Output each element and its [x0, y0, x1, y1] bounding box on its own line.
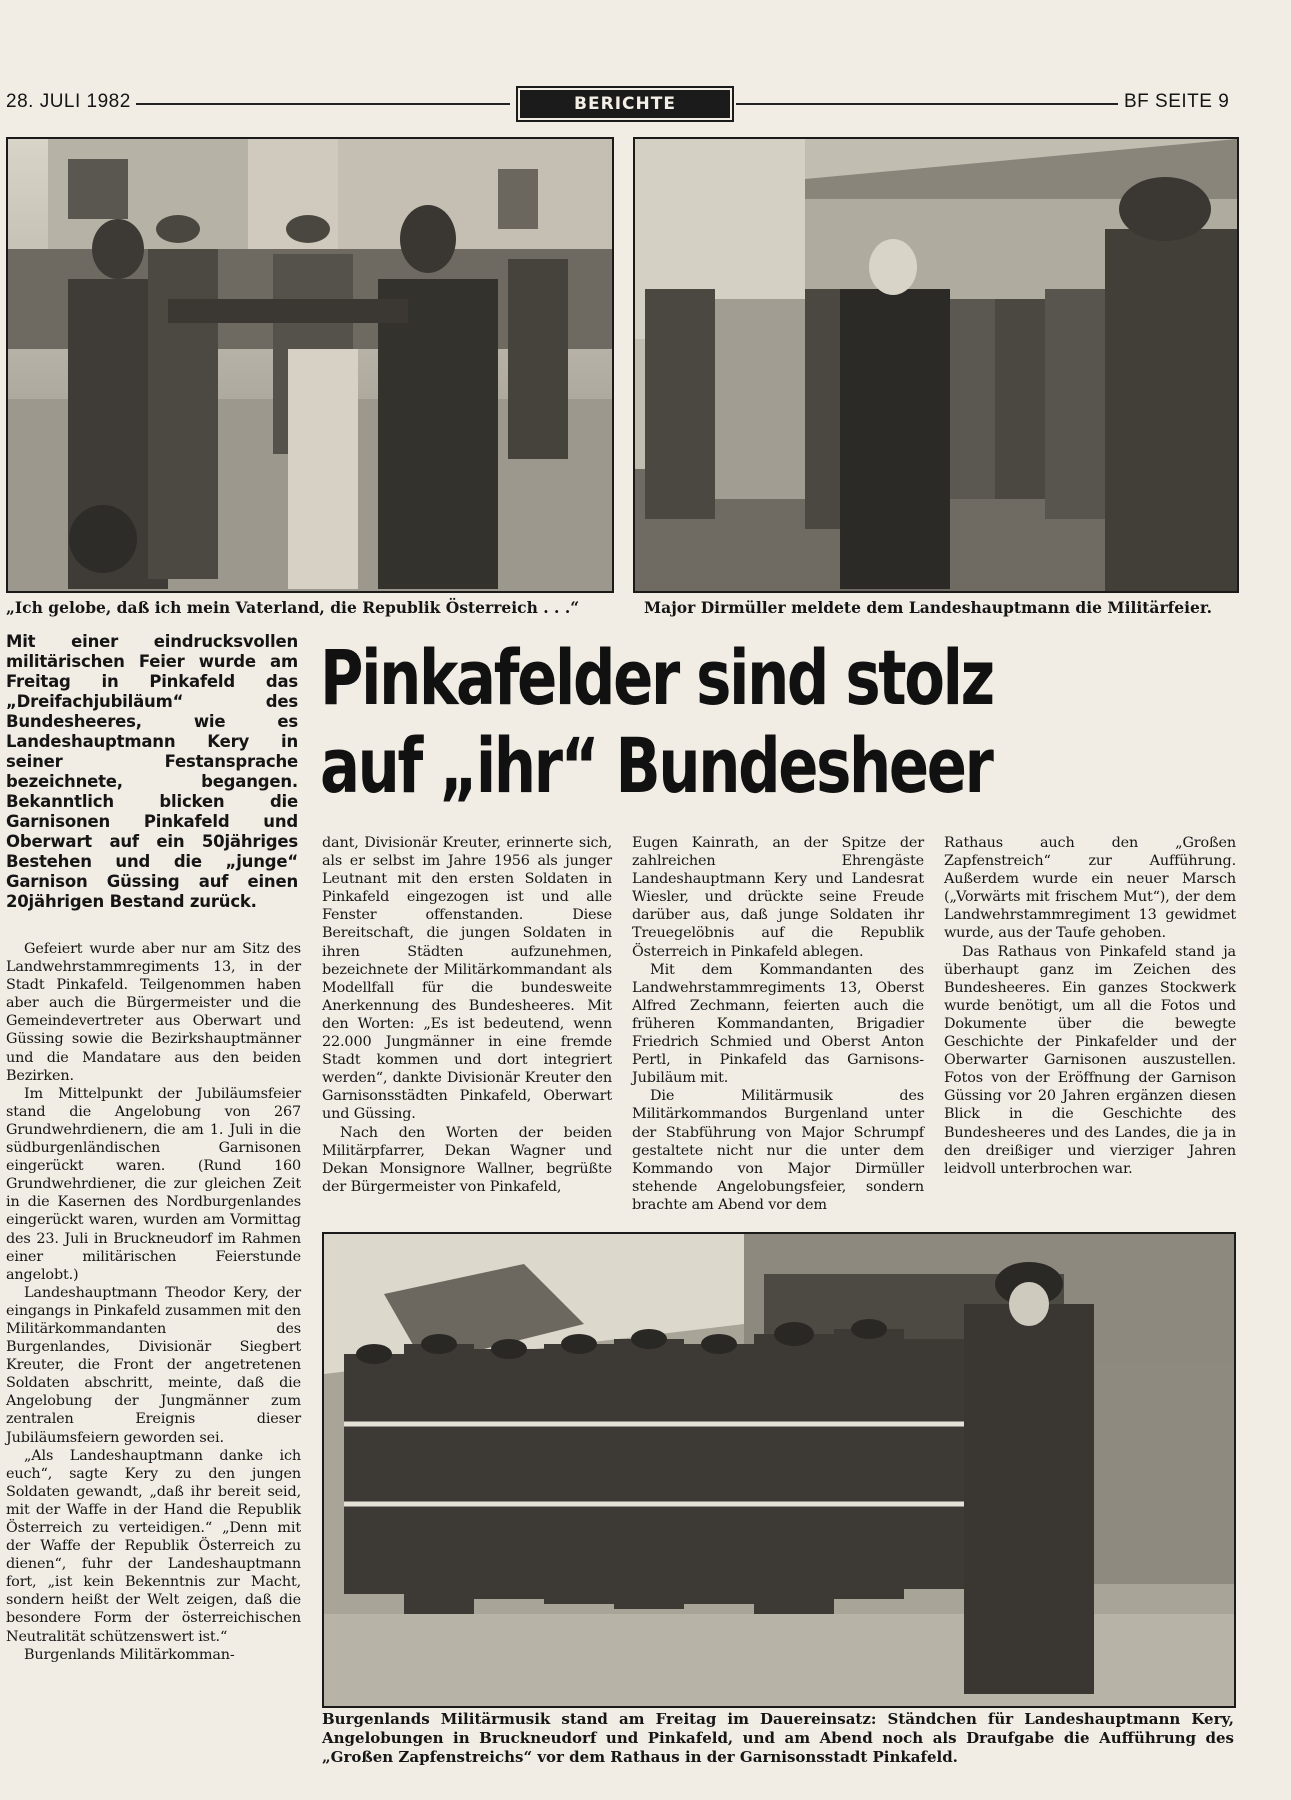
paragraph: Mit dem Kommandanten des Landwehrstammregiments 13, Oberst Alfred Zechmann, feierten auch die früheren Kommandanten, Brigadier Friedrich Schmied und Oberst Anton Pertl, in Pinkafeld das Garnisons-Jubiläum mit. [632, 961, 924, 1087]
paragraph: Eugen Kainrath, an der Spitze der zahlreichen Ehrengäste Landeshauptmann Kery und Landesrat Wiesler, und drückte seine Freude darüber aus, daß junge Soldaten ihr Treuegelöbnis auf die Republik Österreich in Pinkafeld ablegen. [632, 835, 924, 960]
article-column-3 [632, 834, 924, 1214]
page-number: BF SEITE 9 [1124, 91, 1230, 112]
paragraph: Das Rathaus von Pinkafeld stand ja überhaupt ganz im Zeichen des Bundesheeres. Ein ganzes Stockwerk wurde benötigt, um all die Fotos und Dokumente über die bewegte Geschichte der Pinkafelder und der Oberwarter Garnisonen auszustellen. Fotos von der Eröffnung der Garnison Güssing vor 20 Jahren ergänzen diesen Blick in die Geschichte des Bundesheeres und des Landes, die ja in den dreißiger und vierziger Jahren leidvoll unterbrochen war. [944, 943, 1236, 1177]
paragraph: Im Mittelpunkt der Jubiläumsfeier stand die Angelobung von 267 Grundwehrdienern, die am 1. Juli in die südburgenländischen Garnisonen eingerückt waren. (Rund 160 Grundwehrdiener, die zur gleichen Zeit in die Kasernen des Nordburgenlandes eingerückt waren, wurden am Vormittag des 23. Juli in Bruckneudorf im Rahmen einer militärischen Feierstunde angelobt.) [6, 1085, 301, 1283]
photo-report-to-governor [633, 137, 1239, 593]
article-column-1 [6, 940, 301, 1664]
paragraph: dant, Divisionär Kreuter, erinnerte sich, als er selbst im Jahre 1956 als junger Leutnant mit den ersten Soldaten in Pinkafeld eingezogen ist und alle Fenster offenstanden. Diese Bereitschaft, die jungen Soldaten in ihren Städten aufzunehmen, bezeichnete der Militärkommandant als Modellfall für die bundesweite Anerkennung des Bundesheeres. Mit den Worten: „Es ist bedeutend, wenn 22.000 Jungmänner in eine fremde Stadt kommen und dort integriert werden“, dankte Divisionär Kreuter den Garnisonsstädten Pinkafeld, Oberwart und Güssing. [322, 835, 612, 1123]
photo-oath-image [8, 139, 612, 591]
photo-military-band [322, 1232, 1236, 1708]
paragraph: Rathaus auch den „Großen Zapfenstreich“ zur Aufführung. Außerdem wurde ein neuer Marsch („Vorwärts mit frischem Mut“), der dem Landwehrstammregiment 13 gewidmet wurde, aus der Taufe gehoben. [944, 835, 1236, 942]
paragraph: Gefeiert wurde aber nur am Sitz des Landwehrstammregiments 13, in der Stadt Pinkafeld. Teilgenommen haben aber auch die Bürgermeister und die Gemeindevertreter aus Oberwart und Güssing sowie die Bezirkshauptmänner und die Mandatare aus den beiden Bezirken. [6, 941, 301, 1084]
headline-line-1: Pinkafelder sind stolz [320, 633, 993, 722]
caption-top-right: Major Dirmüller meldete dem Landeshauptmann die Militärfeier. [644, 598, 1213, 617]
photo-oath-ceremony [6, 137, 614, 593]
paragraph: Nach den Worten der beiden Militärpfarrer, Dekan Wagner und Dekan Monsignore Wallner, begrüßte der Bürgermeister von Pinkafeld, [322, 1124, 612, 1195]
caption-bottom: Burgenlands Militärmusik stand am Freitag im Dauereinsatz: Ständchen für Landeshauptmann Kery, Angelobungen in Bruckneudorf und Pinkafeld, und am Abend noch als Draufgabe die Aufführung des „Großen Zapfenstreichs“ vor dem Rathaus in der Garnisonsstadt Pinkafeld. [322, 1710, 1234, 1766]
caption-top-left: „Ich gelobe, daß ich mein Vaterland, die Republik Österreich . . .“ [6, 598, 580, 617]
issue-date: 28. JULI 1982 [6, 91, 131, 112]
paragraph: Landeshauptmann Theodor Kery, der eingangs in Pinkafeld zusammen mit den Militärkommandanten des Burgenlandes, Divisionär Siegbert Kreuter, die Front der angetretenen Soldaten abschritt, meinte, daß die Angelobung der Jungmänner zum zentralen Ereignis dieser Jubiläumsfeiern geworden sei. [6, 1284, 301, 1446]
section-badge: BERICHTE [516, 86, 734, 122]
paragraph: Burgenlands Militärkomman- [24, 1646, 235, 1663]
article-lead: Mit einer eindrucksvollen militärischen Feier wurde am Freitag in Pinkafeld das „Dreifachjubiläum“ des Bundesheeres, wie es Landeshauptmann Kery in seiner Festansprache bezeichnete, begangen. Bekanntlich blicken die Garnisonen Pinkafeld und Oberwart auf ein 50jähriges Bestehen und die „junge“ Garnison Güssing auf einen 20jährigen Bestand zurück. [6, 632, 298, 911]
article-column-4 [944, 834, 1236, 1178]
photo-band-image [324, 1234, 1234, 1706]
header-rule-left [136, 103, 510, 105]
headline-line-2: auf „ihr“ Bundesheer [320, 721, 992, 810]
paragraph: Die Militärmusik des Militärkommandos Burgenland unter der Stabführung von Major Schrumpf gestaltete nicht nur die unter dem Kommando von Major Dirmüller stehende Angelobungsfeier, sondern brachte am Abend vor dem [632, 1088, 924, 1213]
article-headline [320, 634, 1022, 810]
header-rule-right [736, 103, 1118, 105]
photo-report-image [635, 139, 1237, 591]
paragraph: „Als Landeshauptmann danke ich euch“, sagte Kery zu den jungen Soldaten gewandt, „daß ihr bereit seid, mit der Waffe in der Hand die Republik Österreich zu verteidigen.“ „Denn mit der Waffe der Republik Österreich zu dienen“, fuhr der Landeshauptmann fort, „ist kein Bekenntnis zur Macht, sondern heißt der Welt zeigen, daß die besondere Form der österreichischen Neutralität schützenswert ist.“ [6, 1447, 301, 1645]
article-column-2 [322, 834, 612, 1196]
